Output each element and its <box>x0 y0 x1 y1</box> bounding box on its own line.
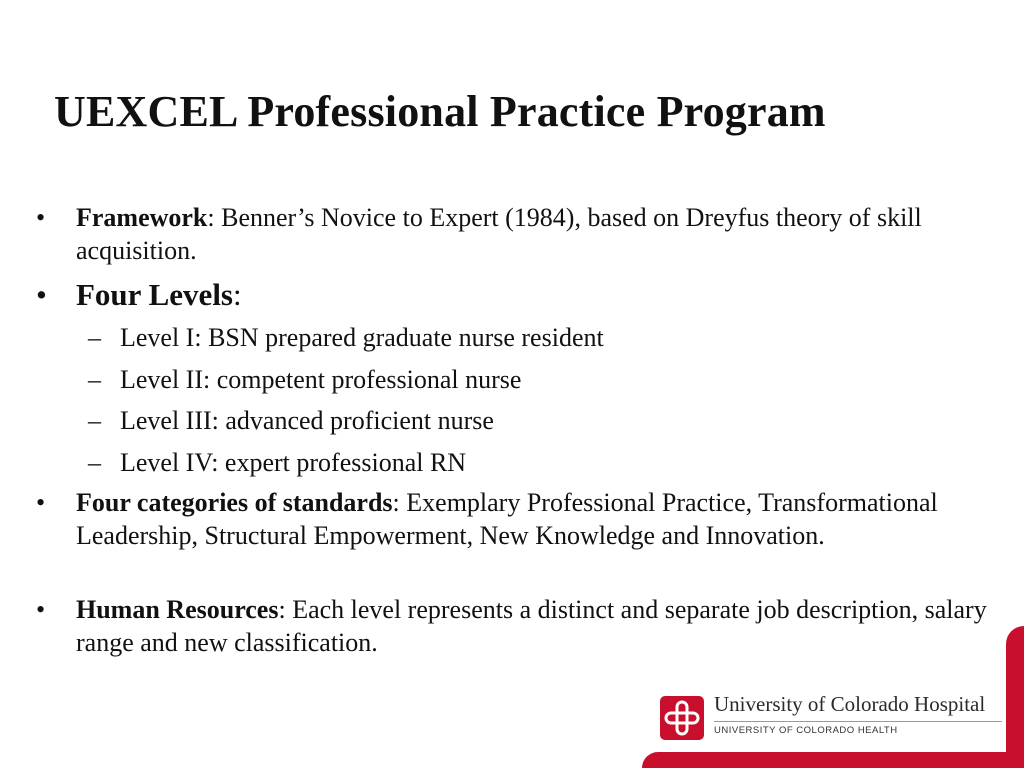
dash-marker: – <box>88 323 101 352</box>
bullet-label: Four categories of standards <box>76 488 393 517</box>
level-item <box>88 404 988 437</box>
dash-marker: – <box>88 365 101 394</box>
level-text: Level IV: expert professional RN <box>120 448 467 477</box>
bullet-standards <box>36 486 996 552</box>
bullet-marker: • <box>36 203 46 232</box>
bullet-text: : Benner’s Novice to Expert (1984), based on Dreyfus theory of skill acquisition. <box>76 203 922 265</box>
slide-title: UEXCEL Professional Practice Program <box>54 87 826 136</box>
level-text: Level I: BSN prepared graduate nurse resident <box>120 323 604 352</box>
bullet-text: : <box>233 277 242 312</box>
bullet-marker: • <box>36 277 47 312</box>
bullet-marker: • <box>36 488 46 517</box>
hospital-logo <box>660 694 1005 744</box>
level-item <box>88 363 988 396</box>
accent-bar-bottom <box>642 752 1024 768</box>
bullet-marker: • <box>36 595 46 624</box>
logo-name: University of Colorado Hospital <box>714 692 986 716</box>
level-text: Level III: advanced proficient nurse <box>120 406 494 435</box>
bullet-label: Four Levels <box>76 277 233 312</box>
dash-marker: – <box>88 448 101 477</box>
level-text: Level II: competent professional nurse <box>120 365 522 394</box>
bullet-text: : Exemplary Professional Practice, Transformational Leadership, Structural Empowerment, New Knowledge and Innovation. <box>76 488 938 550</box>
bullet-label: Human Resources <box>76 595 279 624</box>
logo-divider <box>714 721 1002 722</box>
bullet-framework <box>36 201 996 267</box>
logo-subtitle: UNIVERSITY OF COLORADO HEALTH <box>714 725 898 736</box>
accent-bar-right <box>1006 626 1024 768</box>
level-item <box>88 446 988 479</box>
bullet-human-resources <box>36 593 996 659</box>
dash-marker: – <box>88 406 101 435</box>
bullet-text: : Each level represents a distinct and separate job description, salary range and new classification. <box>76 595 987 657</box>
bullet-four-levels <box>36 277 996 313</box>
level-item <box>88 321 988 354</box>
bullet-label: Framework <box>76 203 208 232</box>
ucheath-cross-icon <box>660 696 704 740</box>
